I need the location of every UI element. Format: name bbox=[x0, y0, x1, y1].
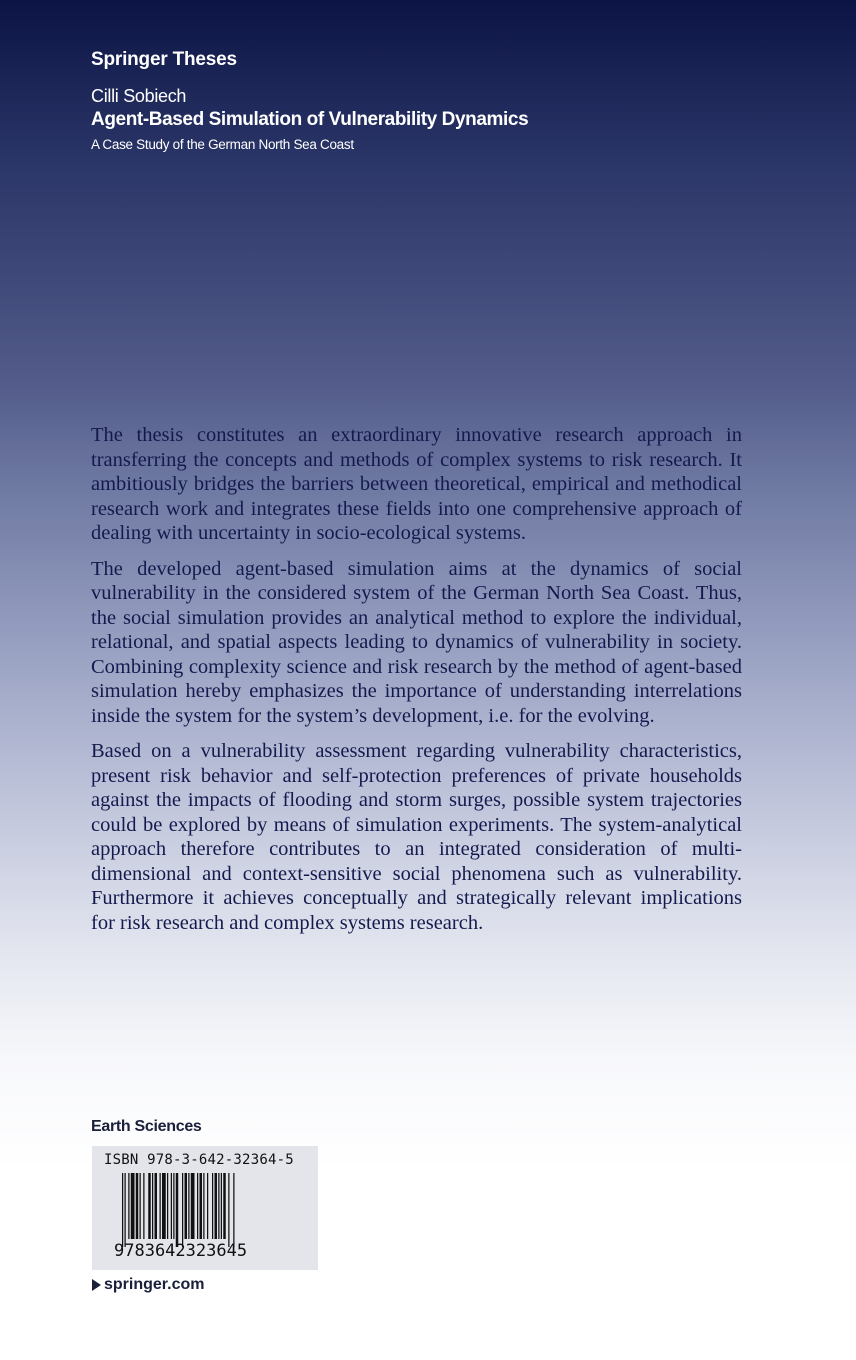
blurb-paragraph-2: The developed agent-based simulation aims at the dynamics of social vulnerability in the considered system of the German North Sea Coast. Thus, the social simulation provides an analytical method to explore the individual, relational, and spatial aspects leading to dynamics of vulnerability in society. Combining complexity science and risk research by the method of agent-based simulation hereby emphasizes the importance of understanding interrelations inside the system for the system’s development, i.e. for the evolving. bbox=[91, 557, 742, 727]
isbn-label: ISBN 978-3-642-32364-5 bbox=[104, 1152, 294, 1168]
ean-digits: 9783642323645 bbox=[114, 1241, 248, 1261]
blurb-paragraph-3: Based on a vulnerability assessment regarding vulnerability characteristics, present risk behavior and self-protection preferences of private households against the impacts of flooding and storm surges, possible system trajectories could be explored by means of simulation experiments. The system-analytical approach therefore contributes to an integrated consideration of multi-dimensional and context-sensitive social phenomena such as vulnerability. Furthermore it achieves conceptually and strategically relevant implications for risk research and complex systems research. bbox=[91, 740, 742, 934]
blurb bbox=[91, 423, 742, 946]
arrow-right-icon bbox=[92, 1279, 101, 1291]
series-label: Springer Theses bbox=[91, 49, 237, 70]
barcode-panel bbox=[92, 1146, 318, 1270]
blurb-paragraph-1: The thesis constitutes an extraordinary innovative research approach in transferring the concepts and methods of complex systems to risk research. It ambitiously bridges the barriers between theoretical, empirical and methodical research work and integrates these fields into one comprehensive approach of dealing with uncertainty in socio-ecological systems. bbox=[91, 424, 742, 544]
website-label: springer.com bbox=[104, 1276, 205, 1293]
book-title: Agent-Based Simulation of Vulnerability Dynamics bbox=[91, 109, 529, 130]
book-subtitle: A Case Study of the German North Sea Coast bbox=[91, 137, 354, 152]
website-link[interactable] bbox=[92, 1276, 204, 1294]
subject-category: Earth Sciences bbox=[91, 1118, 202, 1135]
barcode-icon bbox=[112, 1173, 298, 1247]
author-name: Cilli Sobiech bbox=[91, 86, 187, 106]
